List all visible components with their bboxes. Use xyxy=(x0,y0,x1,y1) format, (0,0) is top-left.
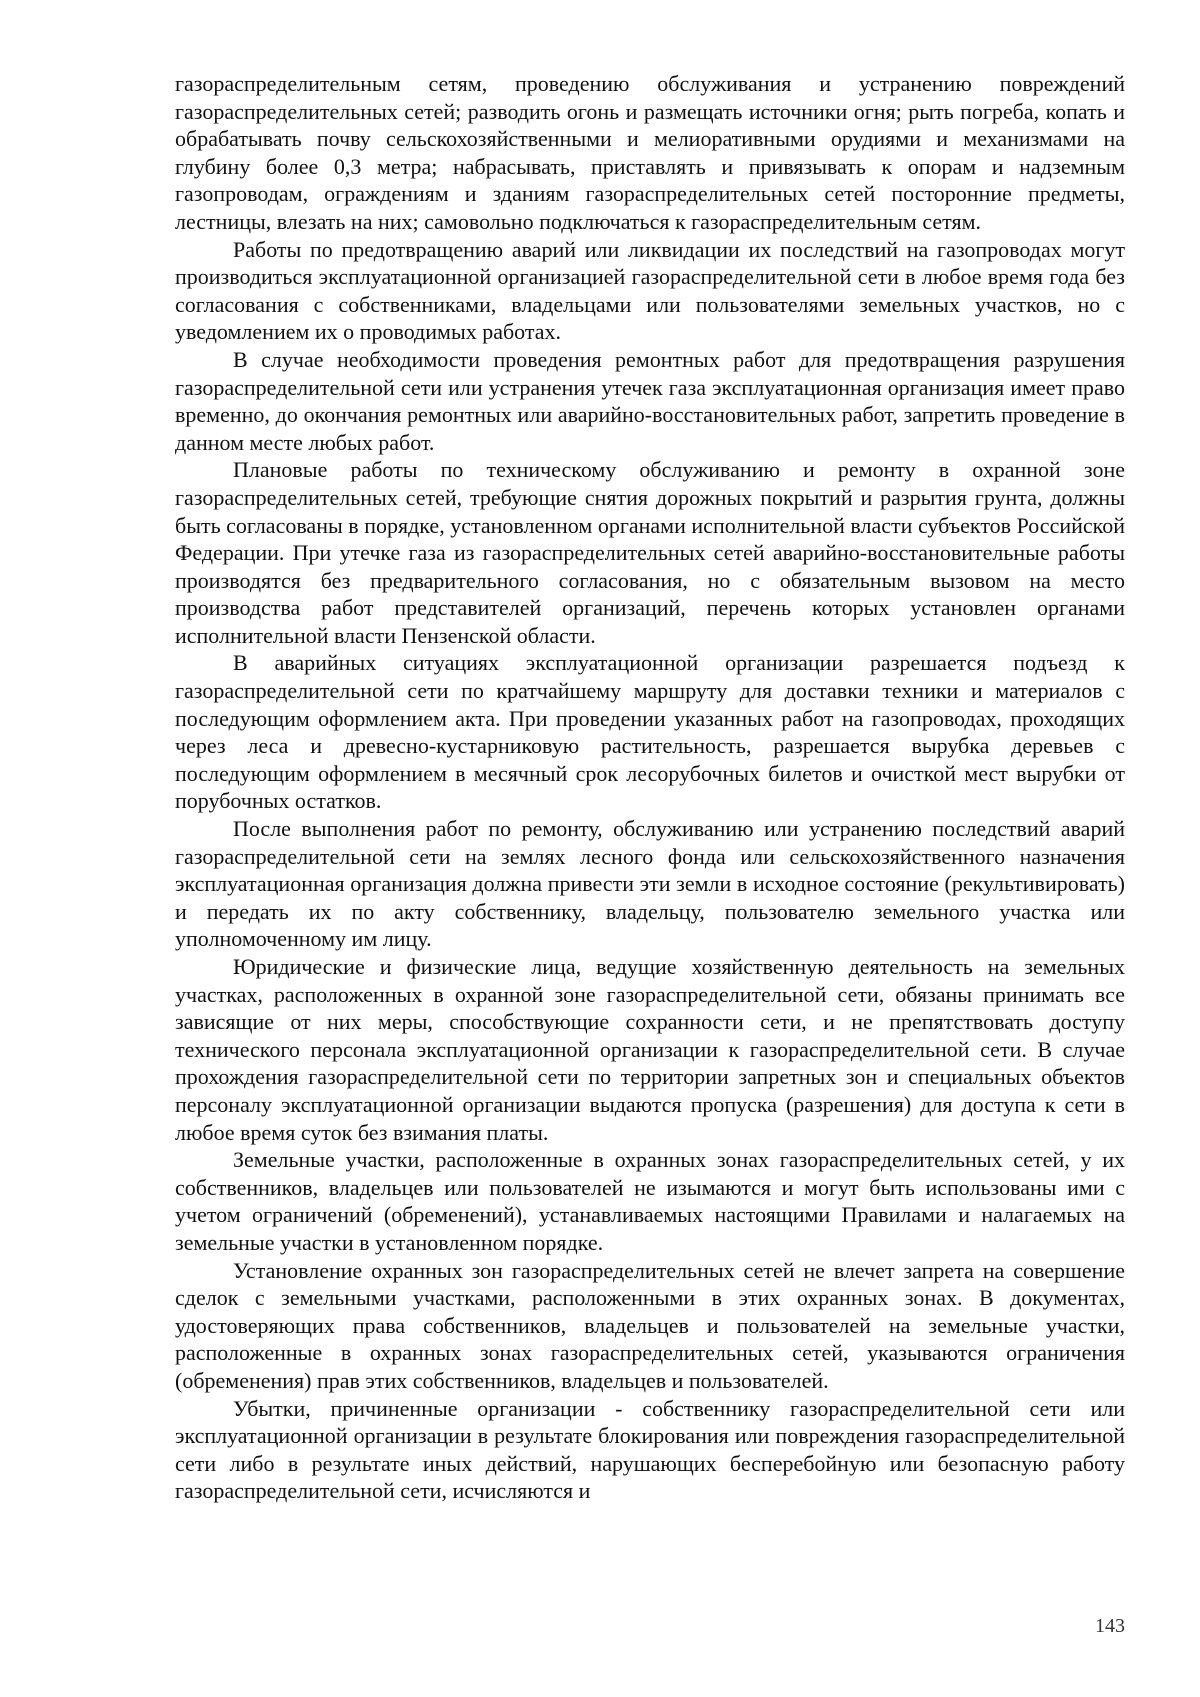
paragraph-continuation: газораспределительным сетям, проведению обслуживания и устранению повреждений газораспределительных сетей; разводить огонь и размещать источники огня; рыть погреба, копать и обрабатывать почву сельскохозяйственными и мелиоративными орудиями и механизмами на глубину более 0,3 метра; набрасывать, приставлять и привязывать к опорам и надземным газопроводам, ограждениям и зданиям газораспределительных сетей посторонние предметы, лестницы, влезать на них; самовольно подключаться к газораспределительным сетям. xyxy=(175,71,1125,234)
paragraph-emergency-access: В аварийных ситуациях эксплуатационной организации разрешается подъезд к газораспределительной сети по кратчайшему маршруту для доставки техники и материалов с последующим оформлением акта. При проведении указанных работ на газопроводах, проходящих через леса и древесно-кустарниковую растительность, разрешается вырубка деревьев с последующим оформлением в месячный срок лесорубочных билетов и очисткой мест вырубки от порубочных остатков. xyxy=(175,650,1125,814)
paragraph-land-restoration: После выполнения работ по ремонту, обслуживанию или устранению последствий аварий газораспределительной сети на землях лесного фонда или сельскохозяйственного назначения эксплуатационная организация должна привести эти земли в исходное состояние (рекультивировать) и передать их по акту собственнику, владельцу, пользователю земельного участка или уполномоченному им лицу. xyxy=(175,816,1125,952)
paragraph-emergency-works: Работы по предотвращению аварий или ликвидации их последствий на газопроводах могут производиться эксплуатационной организацией газораспределительной сети в любое время года без согласования с собственниками, владельцами или пользователями земельных участков, но с уведомлением их о проводимых работах. xyxy=(175,236,1125,345)
paragraph-land-plots: Земельные участки, расположенные в охранных зонах газораспределительных сетей, у их собственников, владельцев или пользователей не изымаются и могут быть использованы ими с учетом ограничений (обременений), устанавливаемых настоящими Правилами и налагаемых на земельные участки в установленном порядке. xyxy=(175,1147,1125,1255)
paragraph-repair-works: В случае необходимости проведения ремонтных работ для предотвращения разрушения газораспределительной сети или устранения утечек газа эксплуатационная организация имеет право временно, до окончания ремонтных или аварийно-восстановительных работ, запретить проведение в данном месте любых работ. xyxy=(175,346,1125,455)
paragraph-legal-entities: Юридические и физические лица, ведущие хозяйственную деятельность на земельных участках, расположенных в охранной зоне газораспределительной сети, обязаны принимать все зависящие от них меры, способствующие сохранности сети, и не препятствовать доступу технического персонала эксплуатационной организации к газораспределительной сети. В случае прохождения газораспределительной сети по территории запретных зон и специальных объектов персоналу эксплуатационной организации выдаются пропуска (разрешения) для доступа к сети в любое время суток без взимания платы. xyxy=(175,954,1125,1145)
paragraph-damages: Убытки, причиненные организации - собственнику газораспределительной сети или эксплуатационной организации в результате блокирования или повреждения газораспределительной сети либо в результате иных действий, нарушающих бесперебойную или безопасную работу газораспределительной сети, исчисляются и xyxy=(175,1395,1125,1504)
document-body xyxy=(175,70,1125,1505)
paragraph-protection-zones: Установление охранных зон газораспределительных сетей не влечет запрета на совершение сделок с земельными участками, расположенными в этих охранных зонах. В документах, удостоверяющих права собственников, владельцев и пользователей на земельные участки, расположенные в охранных зонах газораспределительных сетей, указываются ограничения (обременения) прав этих собственников, владельцев и пользователей. xyxy=(175,1257,1125,1393)
paragraph-planned-works: Плановые работы по техническому обслуживанию и ремонту в охранной зоне газораспределительных сетей, требующие снятия дорожных покрытий и разрытия грунта, должны быть согласованы в порядке, установленном органами исполнительной власти субъектов Российской Федерации. При утечке газа из газораспределительных сетей аварийно-восстановительные работы производятся без предварительного согласования, но с обязательным вызовом на место производства работ представителей организаций, перечень которых установлен органами исполнительной власти Пензенской области. xyxy=(175,457,1125,648)
page-number: 143 xyxy=(1095,1615,1125,1637)
